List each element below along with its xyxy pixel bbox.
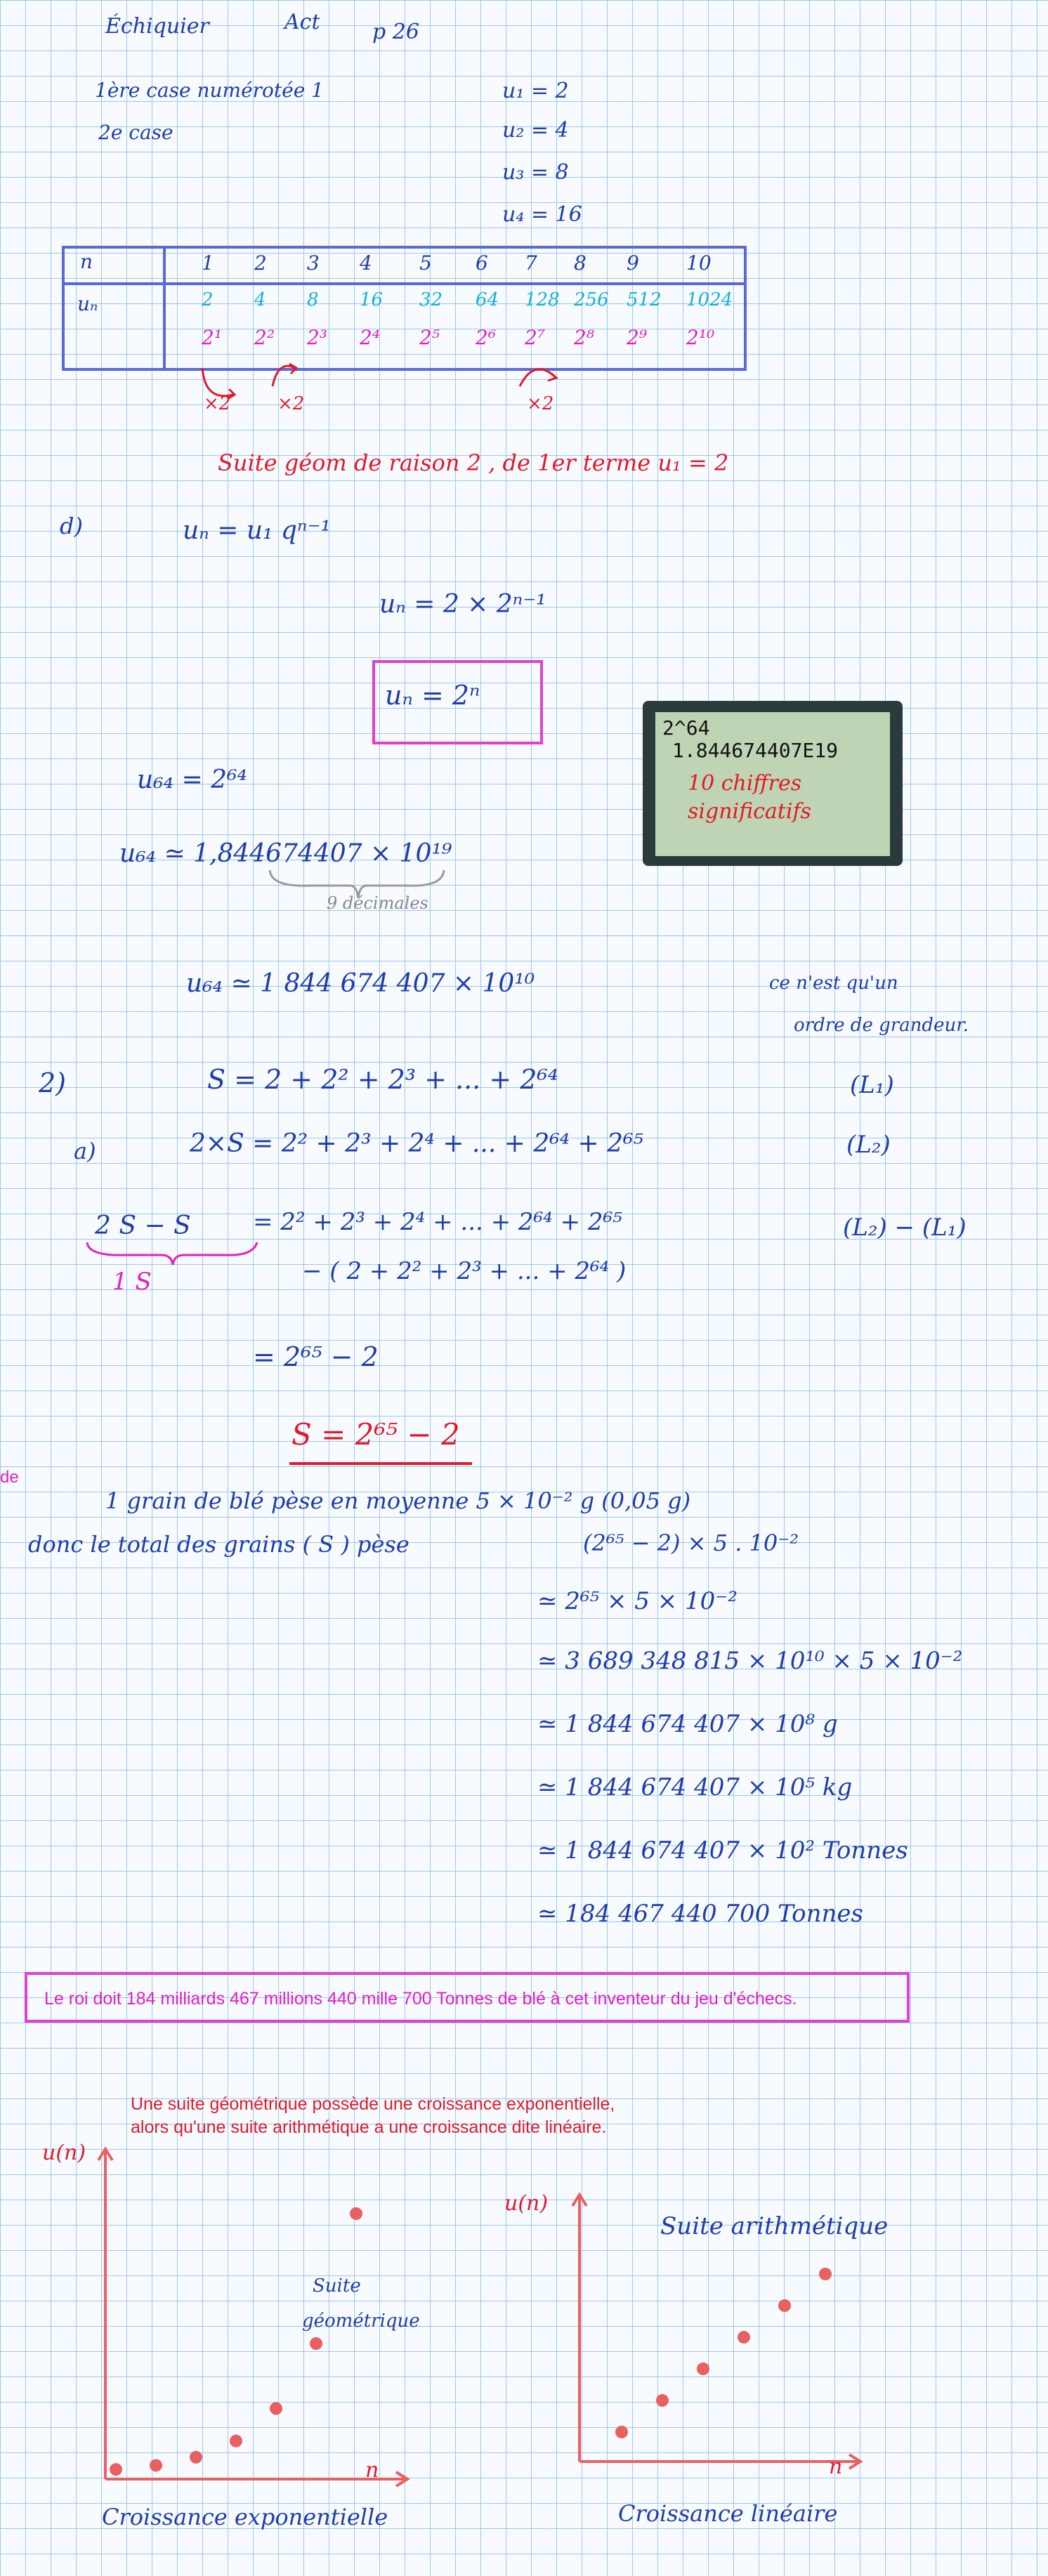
geo-point-1 [110, 2463, 122, 2476]
table-cell-n-2: 2 [254, 251, 267, 275]
formula-boxed: uₙ = 2ⁿ [385, 680, 480, 711]
geo-point-7 [350, 2207, 362, 2220]
page-title: Échiquier [105, 14, 209, 39]
u64-approx-2: u₆₄ ≃ 1 844 674 407 × 10¹⁰ [186, 969, 535, 998]
ari-point-3 [697, 2363, 709, 2375]
geo-point-4 [230, 2435, 242, 2447]
page-number: p 26 [372, 20, 419, 44]
stray-text: de [0, 1468, 19, 1487]
part-2-label: 2) [39, 1067, 67, 1098]
geo-xlabel: n [365, 2458, 379, 2483]
geo-ylabel: u(n) [42, 2141, 86, 2165]
geo-point-3 [190, 2451, 202, 2464]
ari-caption: Croissance linéaire [618, 2500, 838, 2527]
ari-xlabel: n [829, 2455, 843, 2479]
label-L1: (L₁) [850, 1071, 894, 1099]
ari-point-5 [778, 2299, 791, 2312]
table-cell-u-9: 512 [627, 289, 662, 310]
calculator-screenshot [643, 701, 903, 866]
table-cell-n-3: 3 [307, 251, 320, 275]
calc-note-1: 10 chiffres [688, 771, 802, 796]
geo-point-5 [270, 2403, 282, 2415]
ari-point-2 [656, 2394, 669, 2407]
step-5: ≃ 1 844 674 407 × 10² Tonnes [537, 1836, 908, 1865]
table-cell-n-9: 9 [627, 251, 639, 275]
total-weight-label: donc le total des grains ( S ) pèse [28, 1531, 410, 1558]
table-cell-u-4: 16 [360, 289, 384, 310]
values-table [62, 246, 747, 371]
ari-point-1 [615, 2426, 628, 2438]
geo-caption: Croissance exponentielle [102, 2504, 388, 2530]
intro-line1: 1ère case numérotée 1 [95, 79, 324, 102]
table-cell-pow-9: 2⁹ [627, 326, 648, 349]
diff-right-1: = 2² + 2³ + 2⁴ + ... + 2⁶⁴ + 2⁶⁵ [253, 1208, 622, 1236]
one-S: 1 S [112, 1268, 152, 1296]
table-n-label: n [80, 250, 93, 273]
table-cell-n-1: 1 [202, 251, 214, 275]
ari-ylabel: u(n) [504, 2191, 549, 2216]
formula-explicit: uₙ = 2 × 2ⁿ⁻¹ [379, 590, 546, 619]
total-weight-expr: (2⁶⁵ − 2) × 5 . 10⁻² [583, 1530, 799, 1556]
times-two-2: ×2 [277, 393, 305, 414]
ari-point-6 [819, 2268, 832, 2280]
calc-input: 2^64 [662, 716, 710, 740]
grain-weight: 1 grain de blé pèse en moyenne 5 × 10⁻² g (0,05 g) [105, 1487, 691, 1514]
table-cell-pow-1: 2¹ [202, 326, 223, 349]
step-6: ≃ 184 467 440 700 Tonnes [537, 1900, 863, 1928]
table-cell-u-10: 1024 [686, 289, 733, 310]
sum-2S: 2×S = 2² + 2³ + 2⁴ + ... + 2⁶⁴ + 2⁶⁵ [190, 1129, 643, 1158]
table-cell-u-6: 64 [476, 289, 499, 310]
conclusion-box [25, 1972, 910, 2023]
part-d-label: d) [60, 513, 83, 539]
table-cell-u-7: 128 [525, 289, 560, 310]
table-cell-pow-6: 2⁶ [476, 326, 497, 349]
table-cell-n-10: 10 [686, 251, 712, 275]
diff-left: 2 S − S [95, 1211, 191, 1240]
table-cell-pow-5: 2⁵ [419, 326, 440, 349]
table-cell-pow-3: 2³ [307, 326, 328, 349]
diff-result: = 2⁶⁵ − 2 [253, 1341, 379, 1372]
suite-title: Suite géom de raison 2 , de 1er terme u₁ = 2 [218, 449, 729, 476]
table-cell-n-5: 5 [419, 251, 432, 275]
diff-brace [84, 1240, 267, 1268]
step-3: ≃ 1 844 674 407 × 10⁸ g [537, 1710, 838, 1738]
result-underline [289, 1462, 472, 1465]
term-1: u₁ = 2 [502, 79, 569, 103]
label-L2-L1: (L₂) − (L₁) [843, 1214, 967, 1242]
table-cell-n-7: 7 [525, 251, 537, 275]
growth-note [131, 2093, 615, 2139]
table-cell-pow-4: 2⁴ [360, 326, 381, 349]
growth-note-line2: alors qu'une suite arithmétique a une croissance dite linéaire. [131, 2117, 607, 2137]
formula-general: uₙ = u₁ qⁿ⁻¹ [183, 516, 331, 545]
geo-point-2 [150, 2459, 162, 2471]
decimals-label: 9 décimales [327, 893, 428, 913]
step-2: ≃ 3 689 348 815 × 10¹⁰ × 5 × 10⁻² [537, 1647, 963, 1675]
table-cell-pow-10: 2¹⁰ [686, 326, 715, 349]
intro-line2: 2e case [98, 121, 173, 144]
sum-S: S = 2 + 2² + 2³ + ... + 2⁶⁴ [207, 1064, 558, 1095]
table-cell-u-1: 2 [202, 289, 214, 310]
u64-power: u₆₄ = 2⁶⁴ [137, 765, 247, 794]
calc-output: 1.844674407E19 [672, 739, 839, 762]
table-cell-u-2: 4 [254, 289, 266, 310]
term-4: u₄ = 16 [502, 202, 582, 227]
table-cell-pow-2: 2² [254, 326, 275, 349]
term-2: u₂ = 4 [502, 118, 569, 143]
table-cell-n-6: 6 [476, 251, 488, 275]
table-cell-pow-7: 2⁷ [525, 326, 546, 349]
table-cell-u-5: 32 [419, 289, 443, 310]
term-3: u₃ = 8 [502, 160, 569, 185]
step-4: ≃ 1 844 674 407 × 10⁵ kg [537, 1773, 853, 1801]
u64-approx: u₆₄ ≃ 1,844674407 × 10¹⁹ [119, 839, 452, 868]
table-cell-n-4: 4 [360, 251, 372, 275]
magnitude-note-1: ce n'est qu'un [769, 973, 898, 994]
times-two-3: ×2 [527, 393, 554, 414]
step-1: ≃ 2⁶⁵ × 5 × 10⁻² [537, 1587, 738, 1615]
table-cell-pow-8: 2⁸ [574, 326, 595, 349]
times-two-1: ×2 [204, 393, 231, 414]
geo-point-6 [310, 2337, 322, 2350]
conclusion-text: Le roi doit 184 milliards 467 millions 440 mille 700 Tonnes de blé à cet inventeur du jeu d'échecs. [44, 1989, 797, 2009]
geo-label-2: géométrique [302, 2311, 420, 2332]
table-cell-u-8: 256 [574, 289, 609, 310]
part-a-label: a) [74, 1138, 96, 1164]
magnitude-note-2: ordre de grandeur. [794, 1015, 969, 1036]
label-L2: (L₂) [846, 1131, 891, 1159]
act-label: Act [284, 10, 320, 34]
geo-label-1: Suite [313, 2275, 361, 2296]
table-cell-u-3: 8 [307, 289, 319, 310]
table-u-label: uₙ [77, 292, 98, 315]
growth-note-line1: Une suite géométrique possède une croissance exponentielle, [131, 2094, 615, 2114]
ari-point-4 [738, 2331, 750, 2344]
ari-label: Suite arithmétique [660, 2212, 889, 2240]
calc-note-2: significatifs [688, 799, 811, 824]
table-cell-n-8: 8 [574, 251, 587, 275]
sum-result: S = 2⁶⁵ − 2 [292, 1417, 460, 1452]
diff-right-2: − ( 2 + 2² + 2³ + ... + 2⁶⁴ ) [302, 1257, 627, 1285]
